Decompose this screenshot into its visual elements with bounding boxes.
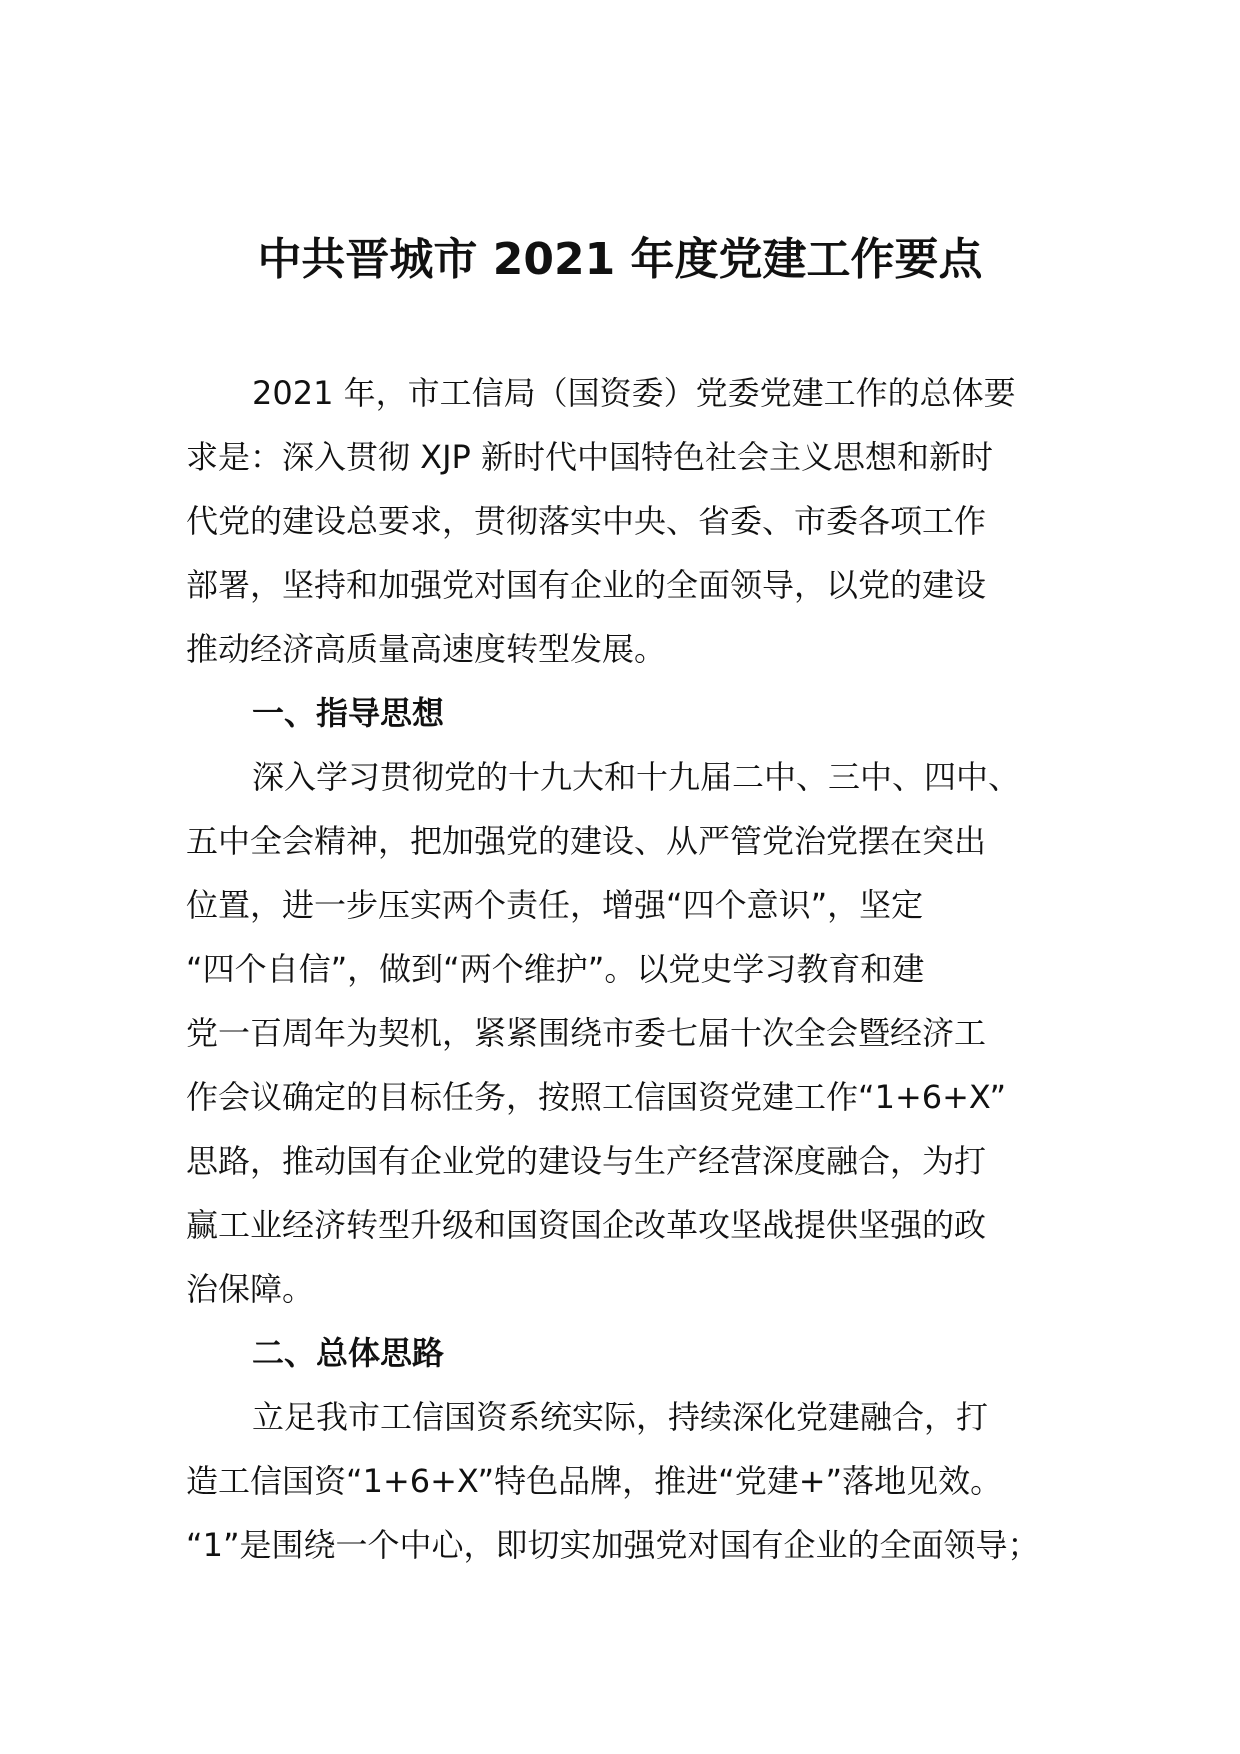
paragraph-line: 立足我市工信国资系统实际，持续深化党建融合，打 — [252, 1398, 989, 1436]
paragraph-line: 思路，推动国有企业党的建设与生产经营深度融合，为打 — [186, 1142, 987, 1180]
paragraph-line: 位置，进一步压实两个责任，增强“四个意识”，坚定 — [186, 886, 924, 924]
paragraph-line: 造工信国资“1+6+X”特色品牌，推进“党建+”落地见效。 — [186, 1462, 1003, 1500]
paragraph-line: 求是：深入贯彻 XJP 新时代中国特色社会主义思想和新时 — [186, 438, 994, 476]
section-heading-overall-approach: 二、总体思路 — [252, 1334, 445, 1372]
paragraph-line: 赢工业经济转型升级和国资国企改革攻坚战提供坚强的政 — [186, 1206, 987, 1244]
paragraph-line: “1”是围绕一个中心，即切实加强党对国有企业的全面领导； — [186, 1526, 1040, 1564]
paragraph-line: 治保障。 — [186, 1270, 315, 1308]
section-heading-guiding-ideology: 一、指导思想 — [252, 694, 445, 732]
paragraph-line: 代党的建设总要求，贯彻落实中央、省委、市委各项工作 — [186, 502, 987, 540]
paragraph-line: 推动经济高质量高速度转型发展。 — [186, 630, 667, 668]
paragraph-line: “四个自信”，做到“两个维护”。以党史学习教育和建 — [186, 950, 925, 988]
paragraph-line: 党一百周年为契机，紧紧围绕市委七届十次全会暨经济工 — [186, 1014, 987, 1052]
paragraph-line: 深入学习贯彻党的十九大和十九届二中、三中、四中、 — [252, 758, 1021, 796]
document-title: 中共晋城市 2021 年度党建工作要点 — [257, 234, 983, 285]
paragraph-line: 2021 年，市工信局（国资委）党委党建工作的总体要 — [252, 374, 1016, 412]
paragraph-line: 部署，坚持和加强党对国有企业的全面领导，以党的建设 — [186, 566, 987, 604]
paragraph-line: 作会议确定的目标任务，按照工信国资党建工作“1+6+X” — [186, 1078, 1007, 1116]
paragraph-line: 五中全会精神，把加强党的建设、从严管党治党摆在突出 — [186, 822, 987, 860]
